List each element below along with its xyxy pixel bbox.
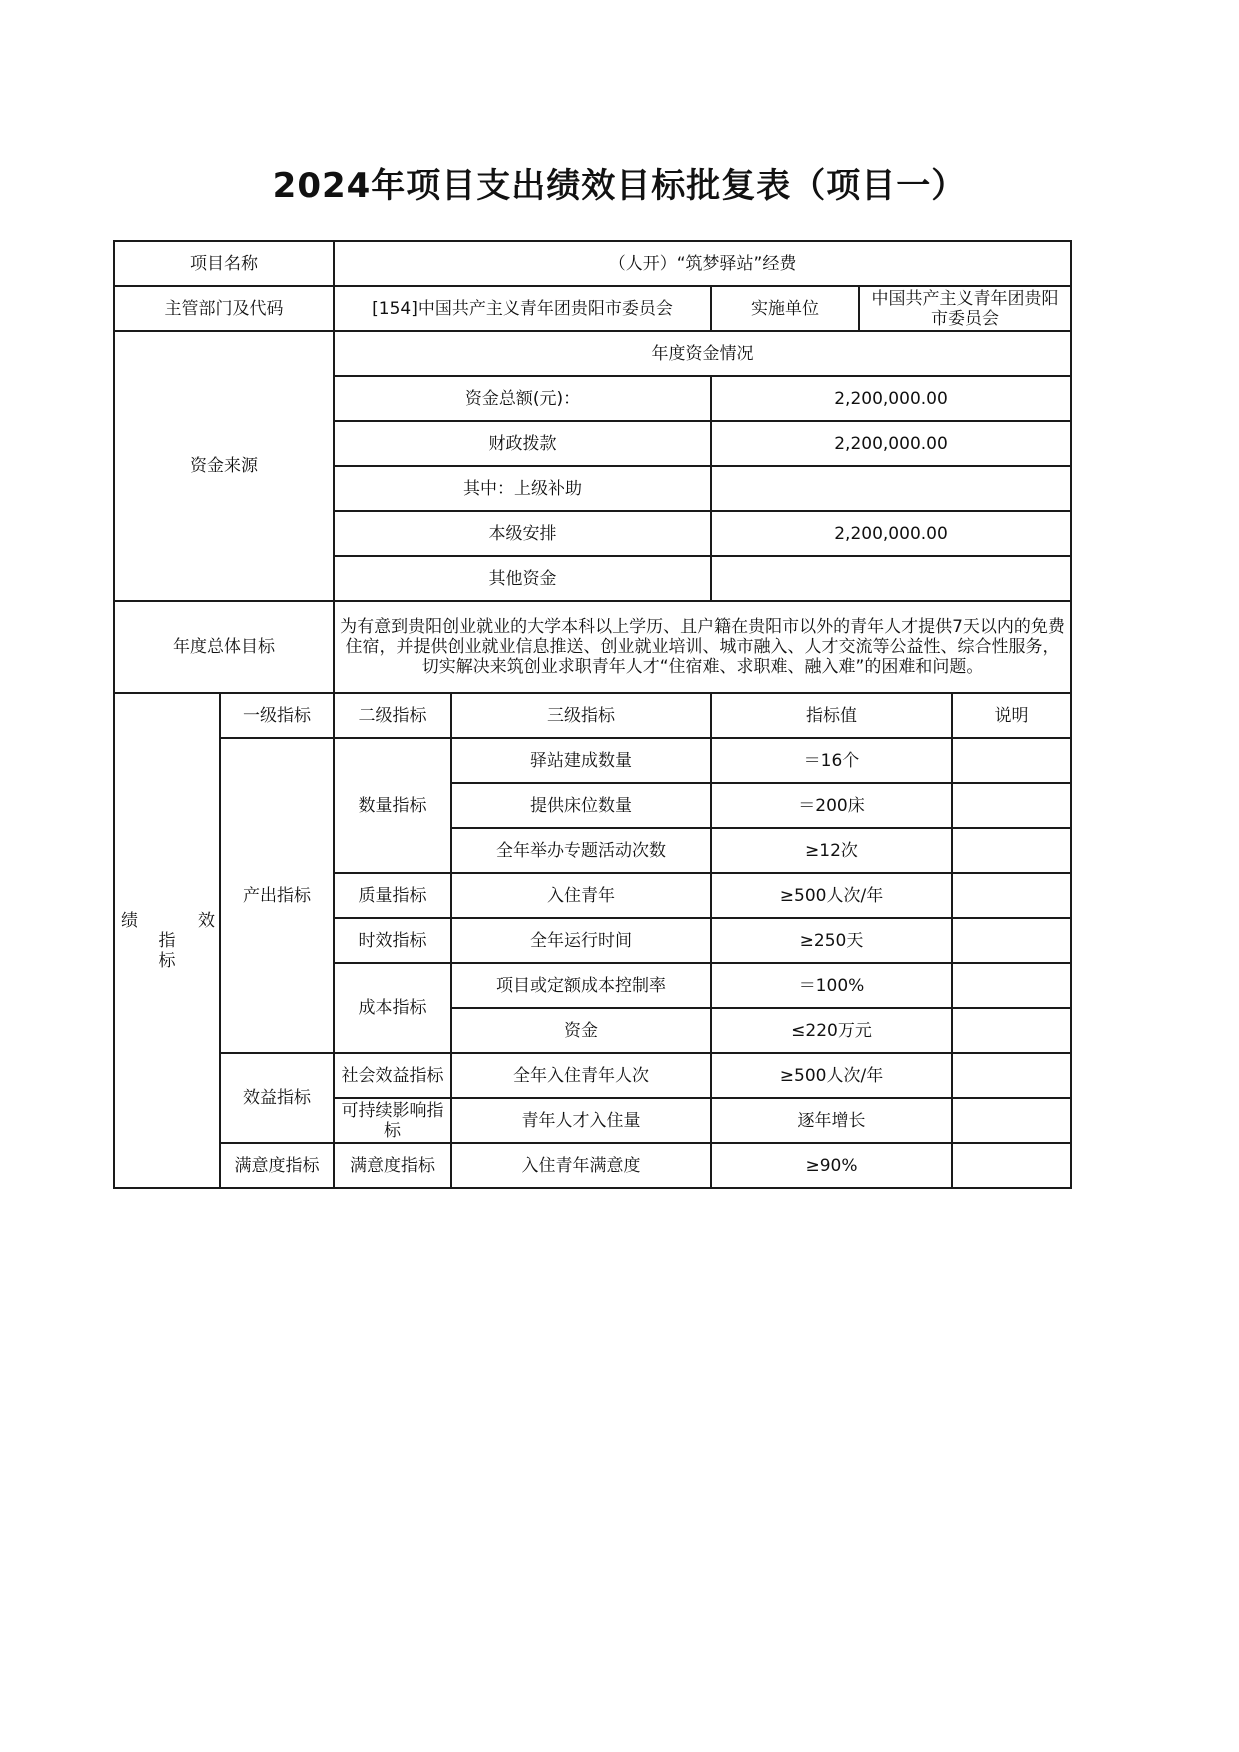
level1-output: 产出指标 — [220, 738, 334, 1053]
header-note: 说明 — [952, 693, 1071, 738]
value-cell: ≥250天 — [711, 918, 952, 963]
annual-goal-label: 年度总体目标 — [114, 601, 334, 693]
value-cell: ≥12次 — [711, 828, 952, 873]
note-cell — [952, 1098, 1071, 1143]
note-cell — [952, 918, 1071, 963]
value-cell: ≤220万元 — [711, 1008, 952, 1053]
funding-superior-label: 其中：上级补助 — [334, 466, 711, 511]
level2-quantity: 数量指标 — [334, 738, 451, 873]
header-level1: 一级指标 — [220, 693, 334, 738]
funding-header-row — [114, 331, 1071, 376]
project-name-row — [114, 241, 1071, 286]
funding-total-label: 资金总额(元)： — [334, 376, 711, 421]
note-cell — [952, 1143, 1071, 1188]
value-cell: ≥90% — [711, 1143, 952, 1188]
performance-header-row — [114, 693, 1071, 738]
level2-social: 社会效益指标 — [334, 1053, 451, 1098]
funding-fiscal-label: 财政拨款 — [334, 421, 711, 466]
perf-char-2: 效 — [198, 910, 215, 931]
funding-other-value — [711, 556, 1071, 601]
value-cell: ≥500人次/年 — [711, 873, 952, 918]
level2-satisfaction: 满意度指标 — [334, 1143, 451, 1188]
level3-cell: 全年入住青年人次 — [451, 1053, 711, 1098]
project-name-value: （人开）“筑梦驿站”经费 — [334, 241, 1071, 286]
funding-superior-value — [711, 466, 1071, 511]
implementing-unit-label: 实施单位 — [711, 286, 859, 331]
department-row — [114, 286, 1071, 331]
note-cell — [952, 738, 1071, 783]
funding-total-value: 2,200,000.00 — [711, 376, 1071, 421]
funding-source-label: 资金来源 — [114, 331, 334, 601]
perf-char-3: 指 — [158, 930, 176, 951]
note-cell — [952, 873, 1071, 918]
value-cell: 逐年增长 — [711, 1098, 952, 1143]
value-cell: ＝16个 — [711, 738, 952, 783]
funding-fiscal-value: 2,200,000.00 — [711, 421, 1071, 466]
header-level2: 二级指标 — [334, 693, 451, 738]
funding-other-label: 其他资金 — [334, 556, 711, 601]
note-cell — [952, 828, 1071, 873]
annual-goal-text: 为有意到贵阳创业就业的大学本科以上学历、且户籍在贵阳市以外的青年人才提供7天以内的免费住宿，并提供创业就业信息推送、创业就业培训、城市融入、人才交流等公益性、综合性服务，切实解决来筑创业求职青年人才“住宿难、求职难、融入难”的困难和问题。 — [334, 601, 1071, 693]
level3-cell: 提供床位数量 — [451, 783, 711, 828]
performance-approval-table — [113, 240, 1072, 1189]
funding-header: 年度资金情况 — [334, 331, 1071, 376]
level3-cell: 资金 — [451, 1008, 711, 1053]
level3-cell: 全年运行时间 — [451, 918, 711, 963]
note-cell — [952, 1008, 1071, 1053]
level2-timeliness: 时效指标 — [334, 918, 451, 963]
perf-char-1: 绩 — [121, 910, 138, 931]
funding-local-label: 本级安排 — [334, 511, 711, 556]
level3-cell: 项目或定额成本控制率 — [451, 963, 711, 1008]
value-cell: ≥500人次/年 — [711, 1053, 952, 1098]
level2-sustainability: 可持续影响指标 — [334, 1098, 451, 1143]
level1-benefit: 效益指标 — [220, 1053, 334, 1143]
indicator-row — [114, 1053, 1071, 1098]
perf-char-4: 标 — [158, 950, 176, 971]
implementing-unit-value: 中国共产主义青年团贵阳市委员会 — [859, 286, 1071, 331]
note-cell — [952, 963, 1071, 1008]
level3-cell: 青年人才入住量 — [451, 1098, 711, 1143]
project-name-label: 项目名称 — [114, 241, 334, 286]
note-cell — [952, 1053, 1071, 1098]
level2-quality: 质量指标 — [334, 873, 451, 918]
level1-satisfaction: 满意度指标 — [220, 1143, 334, 1188]
indicator-row — [114, 738, 1071, 783]
header-value: 指标值 — [711, 693, 952, 738]
department-label: 主管部门及代码 — [114, 286, 334, 331]
value-cell: ＝200床 — [711, 783, 952, 828]
page-title: 2024年项目支出绩效目标批复表（项目一） — [272, 166, 967, 206]
funding-local-value: 2,200,000.00 — [711, 511, 1071, 556]
level3-cell: 全年举办专题活动次数 — [451, 828, 711, 873]
level3-cell: 入住青年满意度 — [451, 1143, 711, 1188]
note-cell — [952, 783, 1071, 828]
department-value: [154]中国共产主义青年团贵阳市委员会 — [334, 286, 711, 331]
level3-cell: 入住青年 — [451, 873, 711, 918]
performance-indicator-label — [114, 693, 220, 1188]
header-level3: 三级指标 — [451, 693, 711, 738]
level2-cost: 成本指标 — [334, 963, 451, 1053]
indicator-row — [114, 1143, 1071, 1188]
level3-cell: 驿站建成数量 — [451, 738, 711, 783]
annual-goal-row — [114, 601, 1071, 693]
value-cell: ＝100% — [711, 963, 952, 1008]
